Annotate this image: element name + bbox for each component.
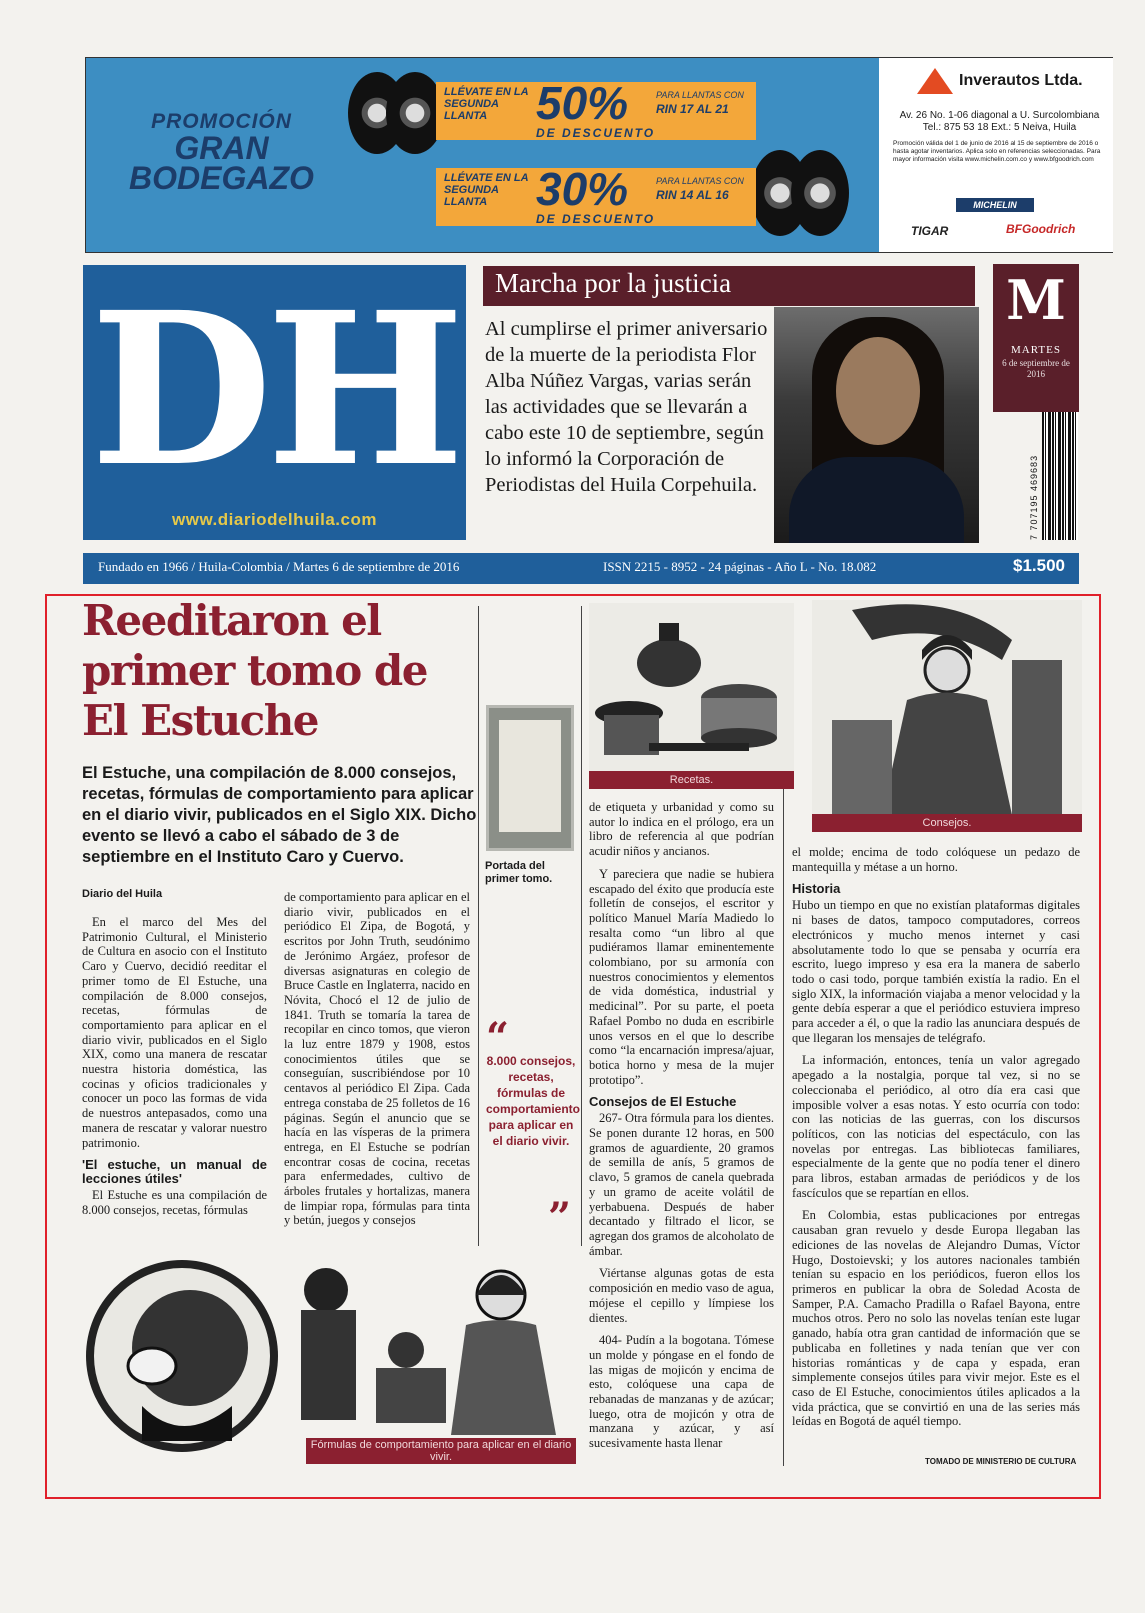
article-dek: El Estuche, una compilación de 8.000 consejos, recetas, fórmulas de comportamiento para aplicar en el diario vivir, publicados en el Siglo XIX. Dicho evento se llevó a cabo el sábado de 3 de septiembre en el Instituto Caro y Cuervo.	[82, 764, 477, 866]
paragraph: de etiqueta y urbanidad y como su autor lo indica en el prólogo, era un libro de referencia al que podrían acudir niños y ancianos.	[589, 800, 774, 859]
subheading: Consejos de El Estuche	[589, 1094, 737, 1110]
paragraph: El Estuche es una compilación de 8.000 consejos, recetas, fórmulas	[82, 1188, 267, 1217]
deal-rin-pre: PARA LLANTAS CON	[656, 90, 744, 100]
deal-30	[436, 163, 756, 226]
promo-line1: PROMOCIÓN	[151, 110, 292, 133]
day-name: MARTES	[1011, 344, 1061, 356]
company-address: Av. 26 No. 1-06 diagonal a U. Surcolombiana	[899, 110, 1100, 121]
formulas-illustration	[286, 1250, 576, 1465]
day-letter: M	[1006, 268, 1066, 332]
deal-text: LLÉVATE EN LA SEGUNDA LLANTA	[444, 86, 529, 122]
paragraph: Hubo un tiempo en que no existían plataformas digitales ni bases de datos, tampoco computadores, correos electrónicos y mucho menos internet y casi absolutamente todo lo que se pensaba y ocurría era escrito, luego impreso y esa era la manera de saberlo todo o casi todo, porque también existía la radio. En el siglo XIX, la información viajaba a menor velocidad y la gente debía esperar a que el periódico estuviera impreso para acceder a él, o que la radio las anunciara después de que llegaran los mensajes de telégrafo.	[792, 898, 1080, 1045]
price: $1.500	[1013, 556, 1065, 575]
dinner-scene-drawing	[286, 1250, 576, 1440]
website-url[interactable]: www.diariodelhuila.com	[172, 510, 377, 529]
barcode	[1042, 412, 1078, 540]
consejos-illustration	[812, 600, 1082, 832]
ad-banner	[85, 57, 1113, 253]
column-divider	[478, 606, 479, 1246]
portrait-photo	[774, 307, 979, 543]
feature-text: Al cumplirse el primer aniversario de la muerte de la periodista Flor Alba Núñez Vargas, varias serán las actividades que se llevarán a cabo este 10 de septiembre, según lo informó la Corporación de Periodistas del Huila Corpehuila.	[485, 318, 768, 496]
paragraph: de comportamiento para aplicar en el diario vivir, publicados en el periódico El Zipa, de Bogotá, y escritos por John Truth, seudónimo de Jerónimo Argáez, profesor de diversas asignaturas en colegio de Bruce Castle en Inglaterra, nacido en Nóvita, Chocó el 12 de julio de 1841. Truth se tomaría la tarea de recopilar en cinco tomos, que vieron la luz entre 1879 y 1908, estos conocimientos útiles que se conseguían, suscribiéndose por 10 centavos al periódico El Zipa. Cada entrega constaba de 25 folletos de 16 páginas. Según el anuncio que se hacía en las vísperas de la primera entrega, en El Estuche se podrían encontrar cosas de cocina, recetas para enfermedades, cultivo de árboles frutales y hortalizas, manera de limpiar ropa, fórmulas para tinta y betún, juegos y consejos	[284, 890, 470, 1228]
circle-portrait-drawing	[82, 1256, 282, 1456]
deal-rin	[656, 88, 766, 116]
deal-label: DE DESCUENTO	[536, 212, 656, 226]
woman-drawing	[812, 600, 1082, 820]
tigar-logo: TIGAR	[911, 224, 949, 238]
masthead-logo	[83, 265, 466, 540]
issue-info: ISSN 2215 - 8952 - 24 páginas - Año L - No. 18.082	[603, 559, 877, 574]
byline: Diario del Huila	[82, 888, 163, 900]
ad-sponsor-panel	[881, 58, 1113, 252]
promo-line3: BODEGAZO	[129, 160, 314, 196]
founding-info: Fundado en 1966 / Huila-Colombia / Martes 6 de septiembre de 2016	[98, 559, 460, 574]
paragraph: En el marco del Mes del Patrimonio Cultural, el Ministerio de Cultura en asocio con el Instituto Caro y Cuervo, decidió reeditar el primer tomo de El Estuche, una compilación de 8.000 consejos, recetas, fórmulas de comportamiento para aplicar en el diario vivir, publicados en el Siglo XIX, como una manera de rescatar nuestra historia doméstica, las cocinas y oficios tradicionales y conocer un poco las formas de vida de nuestros antepasados, como una manera de rescatar y valorar nuestro patrimonio.	[82, 915, 267, 1150]
article-headline: Reeditaron el primer tomo de El Estuche	[82, 596, 427, 745]
paragraph: Viértanse algunas gotas de esta composición en medio vaso de agua, mójese el cepillo y límpiese los dientes.	[589, 1266, 774, 1325]
quote-close-icon: ”	[548, 1194, 572, 1241]
recetas-caption: Recetas.	[589, 771, 794, 789]
paragraph: 267- Otra fórmula para los dientes. Se ponen durante 12 horas, en 500 gramos de aguardiente, 20 gramos de semilla de anís, 5 gramos de clavo, 5 gramos de canela quebrada y un gramo de aceite volátil de yerbabuena. Después de haber decantado y filtrado el licor, se agregan dos gramos de alcoholato de ámbar.	[589, 1111, 775, 1258]
deal-text: LLÉVATE EN LA SEGUNDA LLANTA	[444, 172, 529, 208]
article-column-4	[792, 845, 1080, 1437]
paragraph: En Colombia, estas publicaciones por entregas causaban gran revuelo y desde Europa llegaban las ediciones de las novelas de Alejandro Dumas, Víctor Hugo, Dostoievski; y los autores nacionales también tenían su espacio en los periódicos, fueron ellos los primeros en publicar la obra de Soledad Acosta de Samper, P.A. Camacho Pradilla o Rafael Bayona, entre muchos otros. Pero no solo las novelas tenían este lugar ganado, había otra gran cantidad de información que se publicaba en folletines y nada tenían que ver con historias románticas y de capa y espada, eran simplemente consejos útiles para vivir mejor. Este es el caso de El Estuche, conocimientos útiles aplicados a la vida práctica, que se convirtió en una de las series más leídas en Bogotá de aquél tiempo.	[792, 1208, 1080, 1429]
day-box	[993, 264, 1079, 412]
deal-label: DE DESCUENTO	[536, 126, 656, 140]
book-cover-image	[486, 705, 574, 851]
paragraph: el molde; encima de todo colóquese un pedazo de mantequilla y métase a un horno.	[792, 845, 1080, 874]
michelin-logo: MICHELIN	[956, 198, 1034, 212]
feature-title: Marcha por la justicia	[483, 266, 975, 306]
consejos-caption: Consejos.	[812, 814, 1082, 832]
recetas-illustration	[589, 603, 794, 789]
day-date: 6 de septiembre de 2016	[1002, 358, 1070, 379]
barcode-number: 7 707195 469683	[1029, 454, 1039, 540]
ad-promo-panel	[86, 58, 879, 252]
deal-percent: 30%	[536, 163, 629, 215]
deal-rin-value: RIN 14 AL 16	[656, 188, 729, 202]
paragraph: 404- Pudín a la bogotana. Tómese un molde y póngase en el fondo de las migas de mojicón y encima de esto, colóquese una capa de rebanadas de manzanas y de azúcar; luego, otra de mojicón y otra de manzana y azúcar, y así sucesivamente hasta llenar	[589, 1333, 774, 1451]
cover-caption: Portada del primer tomo.	[485, 860, 553, 885]
tire-icon	[791, 150, 849, 236]
ad-fine-print: Promoción válida del 1 de junio de 2016 al 15 de septiembre de 2016 o hasta agotar inventarios. Aplica solo en referencias seleccionadas. Para mayor información visita www.michelin.com.co y www.bfgoodrich.com	[893, 140, 1101, 163]
formulas-caption: Fórmulas de comportamiento para aplicar en el diario vivir.	[306, 1438, 576, 1464]
deal-rin	[656, 174, 766, 202]
source-credit: TOMADO DE MINISTERIO DE CULTURA	[925, 1457, 1077, 1466]
logo-letters: DH	[90, 266, 459, 513]
character-illustration	[82, 1256, 282, 1456]
deal-rin-value: RIN 17 AL 21	[656, 102, 729, 116]
article-column-3	[589, 800, 774, 1459]
paragraph: Y pareciera que nadie se hubiera escapado del éxito que producía este folletín de consejos, el escritor y político Manuel María Madiedo lo resalta como “un libro al que pudiéramos llamar eminentemente colombiano, por su armonía con nuestros conocimientos y elementos de vida doméstica, industrial y medicinal”. Por su parte, el poeta Rafael Pombo no duda en escribirle unos versos en el que lo describe como “la encarnación impresa/ajuar, botica horno y mesa de la mujer prototipo”.	[589, 866, 774, 1087]
company-phone: Tel.: 875 53 18 Ext.: 5 Neiva, Huila	[922, 122, 1077, 133]
inverautos-logo-icon	[917, 68, 953, 94]
tableware-drawing	[589, 603, 794, 773]
deal-50	[436, 77, 756, 140]
deal-rin-pre: PARA LLANTAS CON	[656, 176, 744, 186]
pull-quote: 8.000 consejos, recetas, fórmulas de comportamiento para aplicar en el diario vivir.	[486, 1054, 581, 1148]
promo-line2: GRAN	[174, 130, 269, 166]
column-divider	[581, 606, 582, 1246]
subheading: Historia	[792, 881, 841, 897]
article-column-1	[82, 915, 267, 1226]
company-name: Inverautos Ltda.	[959, 72, 1083, 89]
article-column-2	[284, 890, 470, 1236]
paragraph: La información, entonces, tenía un valor agregado apegado a la nostalgia, porque tal vez, si no se coleccionaba el periódico, al otro día era casi que imposible volver a esas notas. Y esto ocurría con todo: con las noticias de las guerras, con los discursos políticos, con las noticias del espectáculo, con las novelas por entregas. Las bibliotecas familiares, especialmente de la gente que no podía tener el dinero para libros, estaban armadas de periódicos y de los fascículos que se repartían en ellos.	[792, 1053, 1080, 1200]
subheading: 'El estuche, un manual de lecciones útiles'	[82, 1157, 267, 1187]
bfgoodrich-logo: BFGoodrich	[1006, 222, 1076, 236]
info-bar	[83, 553, 1079, 584]
deal-percent: 50%	[536, 77, 629, 129]
quote-open-icon: “	[486, 1014, 510, 1061]
